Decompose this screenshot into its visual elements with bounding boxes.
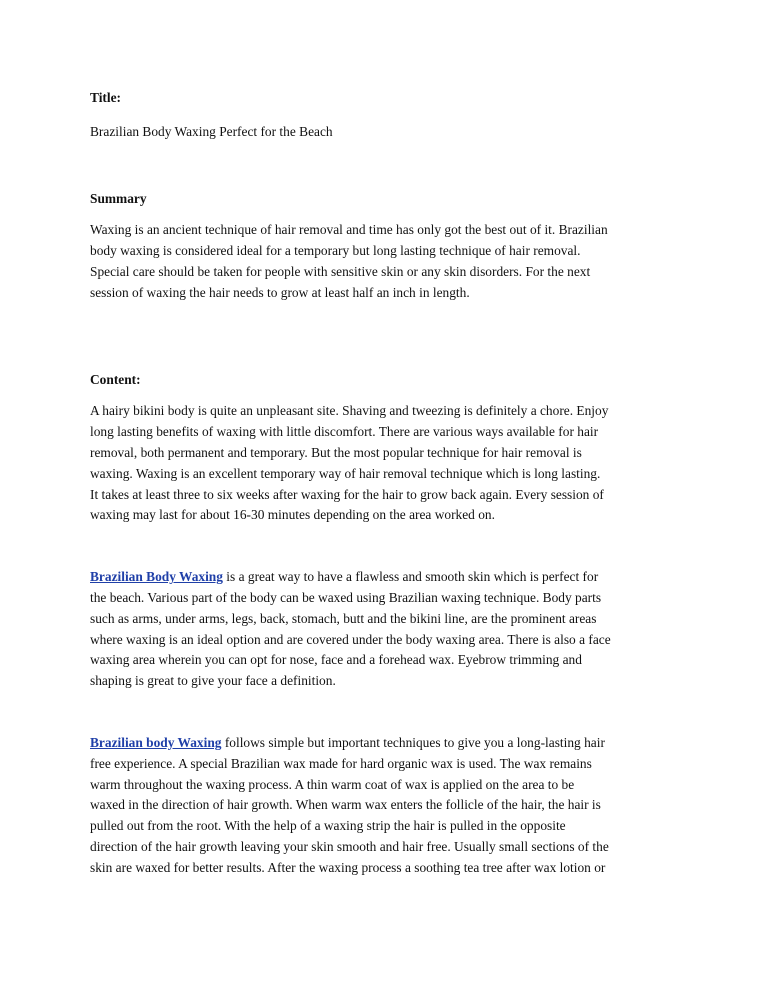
content-paragraph-1 <box>90 401 690 526</box>
brazilian-body-waxing-link-2[interactable]: Brazilian body Waxing <box>90 734 222 750</box>
summary-line: Special care should be taken for people with sensitive skin or any skin disorders. For the next <box>90 263 591 279</box>
paragraph-text: is a great way to have a flawless and smooth skin which is perfect for <box>222 569 599 585</box>
document-body <box>90 88 690 879</box>
content-paragraph-2 <box>90 567 690 692</box>
paragraph-text: follows simple but important techniques to give you a long-lasting hair <box>221 734 605 750</box>
paragraph-line: pulled out from the root. With the help of a waxing strip the hair is pulled in the opposite <box>90 818 566 834</box>
summary-heading: Summary <box>90 190 147 206</box>
summary-paragraph <box>90 220 690 303</box>
paragraph-line: where waxing is an ideal option and are covered under the body waxing area. There is also a face <box>90 631 611 647</box>
summary-line: body waxing is considered ideal for a temporary but long lasting technique of hair removal. <box>90 243 581 259</box>
paragraph-line: A hairy bikini body is quite an unpleasant site. Shaving and tweezing is definitely a chore. Enjoy <box>90 403 609 419</box>
paragraph-line: waxing may last for about 16-30 minutes depending on the area worked on. <box>90 507 495 523</box>
paragraph-line: shaping is great to give your face a definition. <box>90 673 336 689</box>
summary-line: Waxing is an ancient technique of hair removal and time has only got the best out of it. Brazilian <box>90 222 608 238</box>
paragraph-line: skin are waxed for better results. After the waxing process a soothing tea tree after wax lotion or <box>90 859 606 875</box>
paragraph-line: waxed in the direction of hair growth. When warm wax enters the follicle of the hair, the hair is <box>90 797 601 813</box>
summary-line: session of waxing the hair needs to grow at least half an inch in length. <box>90 284 470 300</box>
paragraph-line: the beach. Various part of the body can be waxed using Brazilian waxing technique. Body parts <box>90 589 602 605</box>
paragraph-line: direction of the hair growth leaving your skin smooth and hair free. Usually small sections of the <box>90 838 609 854</box>
paragraph-line: waxing area wherein you can opt for nose, face and a forehead wax. Eyebrow trimming and <box>90 652 582 668</box>
paragraph-line: waxing. Waxing is an excellent temporary way of hair removal technique which is long lasting. <box>90 465 601 481</box>
paragraph-line <box>90 733 690 754</box>
paragraph-line: long lasting benefits of waxing with little discomfort. There are various ways available for hair <box>90 424 599 440</box>
paragraph-line <box>90 567 690 588</box>
paragraph-line: It takes at least three to six weeks after waxing for the hair to grow back again. Every session of <box>90 486 604 502</box>
content-heading: Content: <box>90 371 141 387</box>
paragraph-line: such as arms, under arms, legs, back, stomach, butt and the bikini line, are the prominent areas <box>90 610 597 626</box>
brazilian-body-waxing-link[interactable]: Brazilian Body Waxing <box>90 569 223 585</box>
paragraph-line: warm throughout the waxing process. A thin warm coat of wax is applied on the area to be <box>90 776 575 792</box>
title-text: Brazilian Body Waxing Perfect for the Beach <box>90 123 333 139</box>
paragraph-line: free experience. A special Brazilian wax made for hard organic wax is used. The wax remains <box>90 755 592 771</box>
content-paragraph-3 <box>90 733 690 879</box>
title-heading: Title: <box>90 90 121 105</box>
paragraph-line: removal, both permanent and temporary. But the most popular technique for hair removal is <box>90 444 582 460</box>
